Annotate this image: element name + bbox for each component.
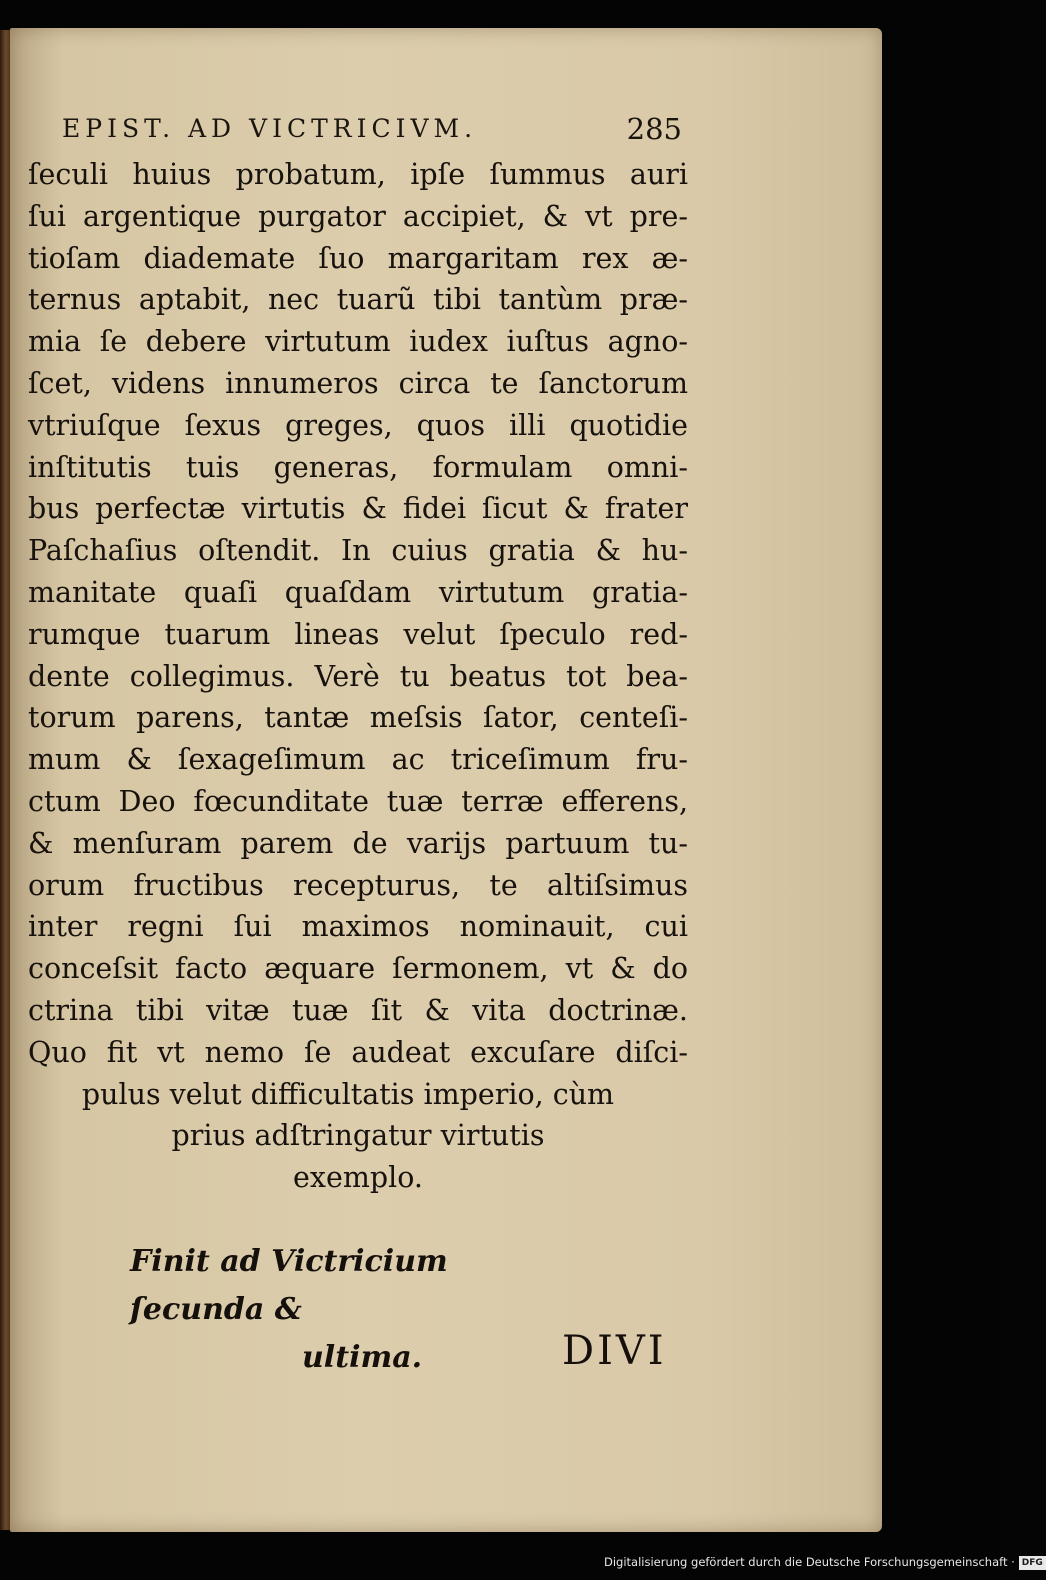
text-line: prius adſtringatur virtutis [171, 1119, 545, 1153]
text-line: ctrina tibi vitæ tuæ ſit & vita doctrinæ. [28, 993, 688, 1027]
text-line: inſtitutis tuis generas, formulam omni- [28, 450, 688, 484]
text-line: ſeculi huius probatum, ipſe ſummus auri [28, 158, 688, 191]
text-line: inter regni ſui maximos nominauit, cui [28, 910, 688, 944]
text-line: conceſsit facto æquare ſermonem, vt & do [28, 952, 688, 986]
text-line: mia ſe debere virtutum iudex iuſtus agno- [28, 325, 688, 359]
colophon [130, 1238, 590, 1382]
text-line: rumque tuarum lineas velut ſpeculo red- [28, 617, 688, 651]
book-page [10, 28, 882, 1532]
text-line: & menſuram parem de varijs partuum tu- [28, 826, 688, 860]
catchword: DIVI [562, 1328, 667, 1374]
text-line: ternus aptabit, nec tuarũ tibi tantùm præ- [28, 283, 688, 317]
page-header [62, 114, 682, 150]
text-line: ſui argentique purgator accipiet, & vt pre- [28, 199, 688, 233]
text-line: Paſchaſius oſtendit. In cuius gratia & hu- [28, 534, 688, 568]
digitization-credit [604, 1552, 1046, 1572]
page-number: 285 [626, 112, 682, 146]
credit-text: Digitalisierung gefördert durch die Deutsche Forschungsgemeinschaft · [604, 1555, 1015, 1569]
text-line: torum parens, tantæ meſsis ſator, centeſi- [28, 701, 688, 735]
text-line: ſcet, videns innumeros circa te ſanctorum [28, 366, 688, 400]
running-head: EPIST. AD VICTRICIVM. [62, 114, 478, 143]
text-line: orum fructibus recepturus, te altiſsimus [28, 868, 688, 902]
text-line: bus perfectæ virtutis & fidei ſicut & frater [28, 492, 688, 526]
text-line: ctum Deo fœcunditate tuæ terræ efferens, [28, 784, 688, 818]
colophon-line: Finit ad Victricium ſecunda & [130, 1244, 448, 1327]
text-line: Quo fit vt nemo ſe audeat excuſare diſci- [28, 1035, 688, 1069]
text-line: exemplo. [293, 1161, 423, 1195]
text-line: mum & ſexageſimum ac triceſimum fru- [28, 743, 688, 777]
dfg-logo: DFG [1019, 1556, 1046, 1570]
text-line: tioſam diademate ſuo margaritam rex æ- [28, 241, 688, 275]
text-line: dente collegimus. Verè tu beatus tot bea- [28, 659, 688, 693]
text-line: pulus velut difficultatis imperio, cùm [81, 1077, 615, 1111]
body-text [28, 154, 688, 1199]
colophon-line: ultima. [302, 1340, 423, 1375]
text-line: vtriuſque ſexus greges, quos illi quotidie [28, 408, 688, 442]
text-line: manitate quaſi quaſdam virtutum gratia- [28, 575, 688, 609]
